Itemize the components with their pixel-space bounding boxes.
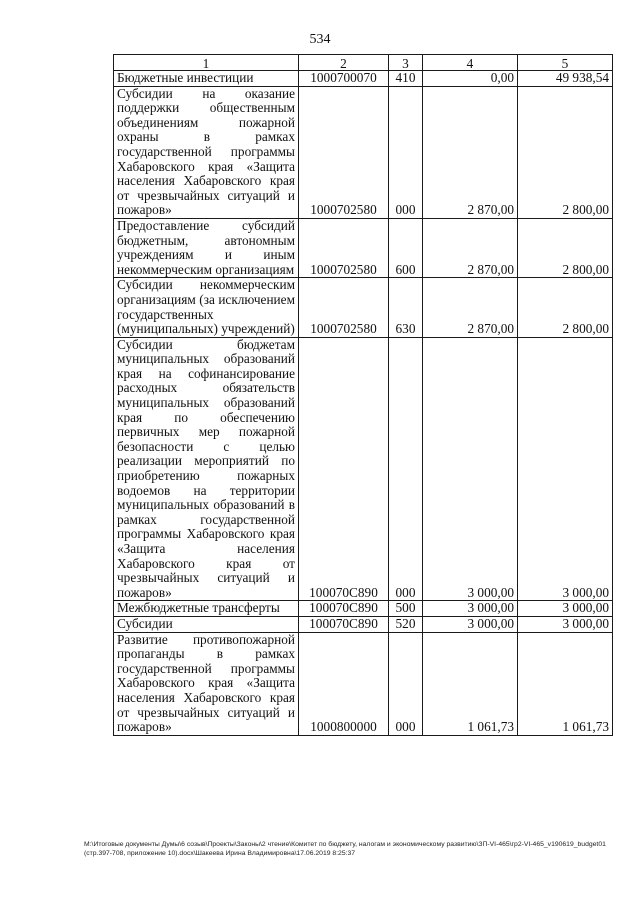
row-code: 1000800000	[299, 632, 389, 735]
row-kvr: 410	[389, 71, 423, 87]
row-code: 100070С890	[299, 601, 389, 617]
row-name: Межбюджетные трансферты	[114, 601, 299, 617]
column-header-value4: 4	[423, 55, 518, 71]
table-row	[114, 616, 613, 632]
row-value5: 49 938,54	[518, 71, 613, 87]
document-path-footer: M:\Итоговые документы Думы\6 созыв\Проекты\Законы\2 чтение\Комитет по бюджету, налогам и экономическому развитию\ЗП-VI-465\гр2-VI-465_v190619_budget01 (стр.397-708, приложение 10).docx\Шакеева Ирина Владимировна\17.06.2019 8:25:37	[84, 841, 606, 857]
row-value5: 3 000,00	[518, 616, 613, 632]
table-row	[114, 71, 613, 87]
column-header-code: 2	[299, 55, 389, 71]
row-value5: 1 061,73	[518, 632, 613, 735]
row-kvr: 520	[389, 616, 423, 632]
row-name: Субсидии на оказание поддержки общественным объединениям пожарной охраны в рамках государственной программы Хабаровского края «Защита населения Хабаровского края от чрезвычайных ситуаций и пожаров»	[114, 86, 299, 218]
column-header-value5: 5	[518, 55, 613, 71]
column-header-name: 1	[114, 55, 299, 71]
column-header-kvr: 3	[389, 55, 423, 71]
table-row	[114, 86, 613, 218]
row-value4: 3 000,00	[423, 616, 518, 632]
row-name: Субсидии некоммерческим организациям (за исключением государственных (муниципальных) учреждений)	[114, 278, 299, 337]
row-name: Развитие противопожарной пропаганды в рамках государственной программы Хабаровского края «Защита населения Хабаровского края от чрезвычайных ситуаций и пожаров»	[114, 632, 299, 735]
row-code: 1000702580	[299, 278, 389, 337]
row-kvr: 000	[389, 86, 423, 218]
row-name: Бюджетные инвестиции	[114, 71, 299, 87]
row-kvr: 000	[389, 337, 423, 601]
row-name: Субсидии	[114, 616, 299, 632]
row-name: Субсидии бюджетам муниципальных образований края на софинансирование расходных обязательств муниципальных образований края по обеспечению первичных мер пожарной безопасности с целью реализации мероприятий по приобретению пожарных водоемов на территории муниципальных образований в рамках государственной программы Хабаровского края «Защита населения Хабаровского края от чрезвычайных ситуаций и пожаров»	[114, 337, 299, 601]
row-code: 100070С890	[299, 337, 389, 601]
table-row	[114, 601, 613, 617]
row-kvr: 600	[389, 218, 423, 277]
page-number: 534	[309, 32, 331, 47]
table-row	[114, 632, 613, 735]
table-row	[114, 337, 613, 601]
row-value5: 2 800,00	[518, 218, 613, 277]
row-value5: 3 000,00	[518, 337, 613, 601]
table-row	[114, 278, 613, 337]
row-kvr: 630	[389, 278, 423, 337]
row-kvr: 500	[389, 601, 423, 617]
budget-table	[113, 54, 613, 736]
row-value4: 2 870,00	[423, 218, 518, 277]
row-value4: 2 870,00	[423, 278, 518, 337]
row-value4: 1 061,73	[423, 632, 518, 735]
row-name: Предоставление субсидий бюджетным, автономным учреждениям и иным некоммерческим организациям	[114, 218, 299, 277]
row-kvr: 000	[389, 632, 423, 735]
row-code: 1000702580	[299, 86, 389, 218]
row-value5: 3 000,00	[518, 601, 613, 617]
row-code: 1000700070	[299, 71, 389, 87]
row-value5: 2 800,00	[518, 86, 613, 218]
row-value4: 2 870,00	[423, 86, 518, 218]
header-row	[114, 55, 613, 71]
row-code: 1000702580	[299, 218, 389, 277]
row-value4: 3 000,00	[423, 601, 518, 617]
row-code: 100070С890	[299, 616, 389, 632]
row-value4: 0,00	[423, 71, 518, 87]
row-value5: 2 800,00	[518, 278, 613, 337]
row-value4: 3 000,00	[423, 337, 518, 601]
table-row	[114, 218, 613, 277]
